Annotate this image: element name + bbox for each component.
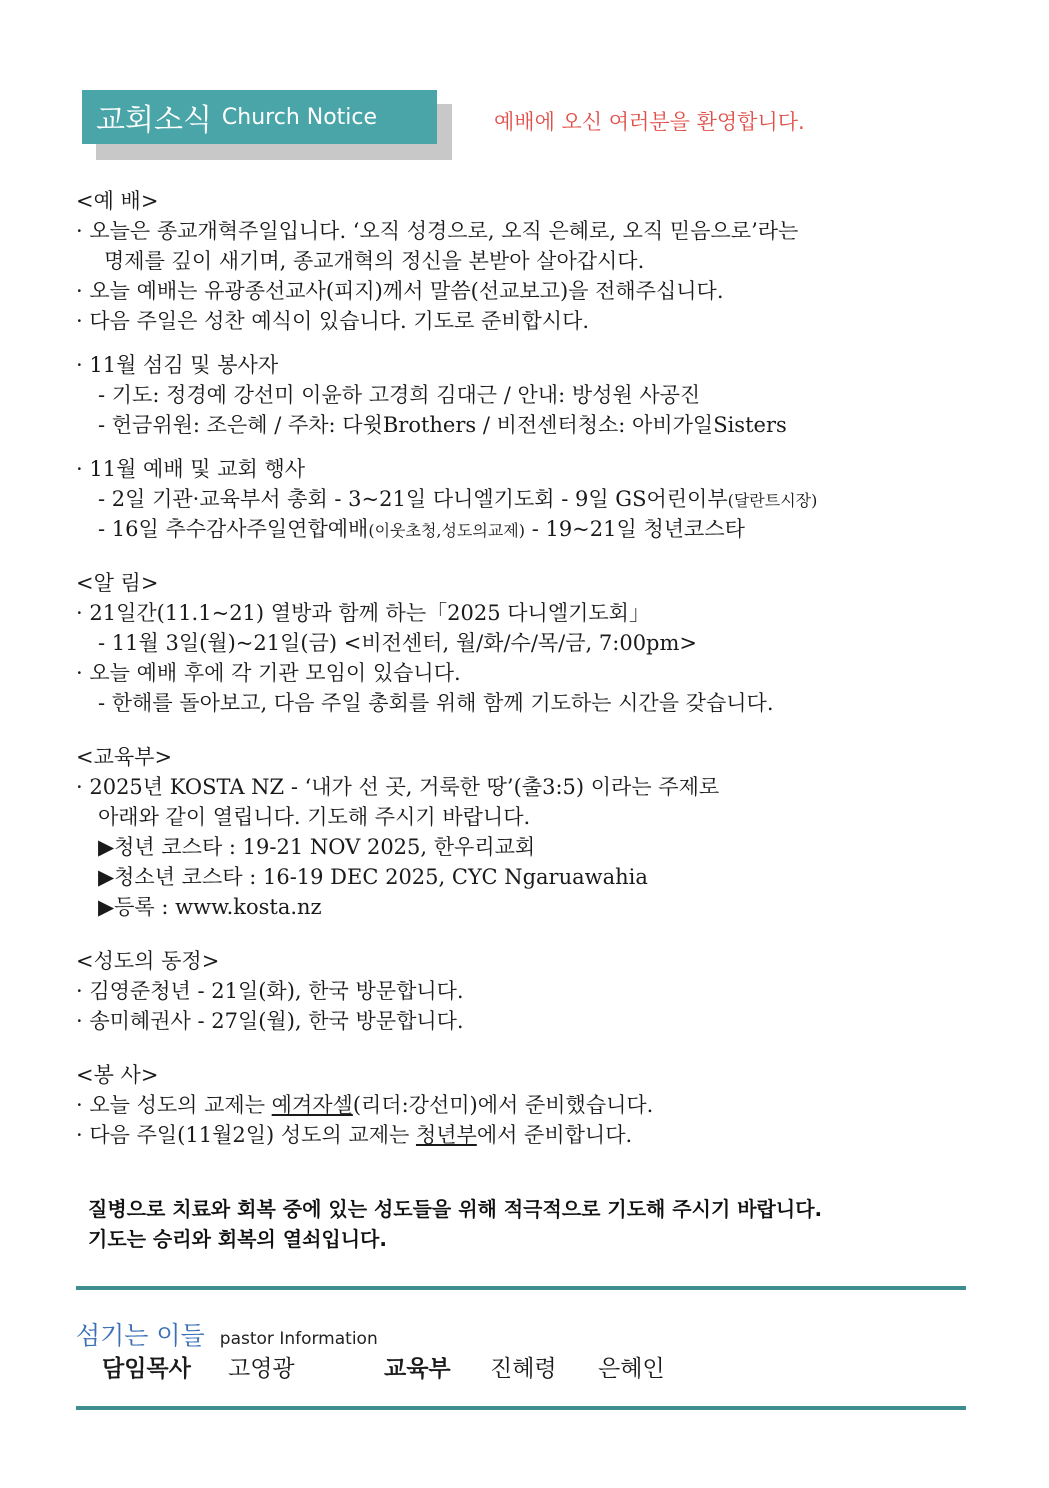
- header-title-ko: 교회소식: [96, 103, 212, 138]
- notice-line: - 11월 3일(월)~21일(금) <비전센터, 월/화/수/목/금, 7:00pm>: [98, 631, 698, 655]
- education-heading: <교육부>: [76, 745, 173, 769]
- education-line: · 2025년 KOSTA NZ - ‘내가 선 곳, 거룩한 땅’(출3:5) 이라는 주제로: [76, 775, 720, 799]
- members-line: · 김영준청년 - 21일(화), 한국 방문합니다.: [76, 979, 464, 1003]
- pastor-title: [76, 1316, 378, 1352]
- notice-heading: <알 림>: [76, 571, 159, 595]
- worship-line: · 오늘은 종교개혁주일입니다. ‘오직 성경으로, 오직 은혜로, 오직 믿음으로’라는: [76, 219, 799, 243]
- event-text: - 16일 추수감사주일연합예배: [98, 517, 369, 541]
- notice-content: [76, 186, 976, 1150]
- event-line: [76, 514, 976, 544]
- event-text: - 2일 기관·교육부서 총회 - 3~21일 다니엘기도회 - 9일 GS어린이부: [98, 487, 728, 511]
- senior-pastor-label: 담임목사: [102, 1356, 191, 1382]
- header-title-box: [82, 90, 437, 144]
- education-line: ▶등록 : www.kosta.nz: [98, 895, 322, 919]
- service-text: · 오늘 성도의 교제는: [76, 1093, 272, 1117]
- service-group: 청년부: [415, 1123, 477, 1147]
- welcome-message: 예배에 오신 여러분을 환영합니다.: [494, 110, 805, 134]
- service-text: 에서 준비합니다.: [476, 1123, 633, 1147]
- education-line: 아래와 같이 열립니다. 기도해 주시기 바랍니다.: [98, 805, 531, 829]
- worship-line: · 오늘 예배는 유광종선교사(피지)께서 말씀(선교보고)을 전해주십니다.: [76, 279, 724, 303]
- serve-line: - 헌금위원: 조은혜 / 주차: 다윗Brothers / 비전센터청소: 아비가일Sisters: [98, 413, 787, 437]
- education-line: ▶청년 코스타 : 19-21 NOV 2025, 한우리교회: [98, 835, 536, 859]
- service-line: [76, 1120, 976, 1150]
- service-line: [76, 1090, 976, 1120]
- service-heading: <봉 사>: [76, 1063, 159, 1087]
- event-line: [76, 484, 976, 514]
- worship-line: 명제를 깊이 새기며, 종교개혁의 정신을 본받아 살아갑시다.: [104, 249, 645, 273]
- serve-heading: · 11월 섬김 및 봉사자: [76, 353, 279, 377]
- serve-line: - 기도: 정경예 강선미 이윤하 고경희 김대근 / 안내: 방성원 사공진: [98, 383, 701, 407]
- divider-top: [76, 1286, 966, 1290]
- worship-heading: <예 배>: [76, 189, 159, 213]
- events-heading: · 11월 예배 및 교회 행사: [76, 457, 306, 481]
- worship-line: · 다음 주일은 성찬 예식이 있습니다. 기도로 준비합시다.: [76, 309, 590, 333]
- education-pastor-name: 진혜령: [490, 1356, 557, 1382]
- service-text: · 다음 주일(11월2일) 성도의 교제는: [76, 1123, 416, 1147]
- senior-pastor-name: 고영광: [228, 1356, 295, 1382]
- pastor-title-en: pastor Information: [219, 1329, 378, 1349]
- notice-line: - 한해를 돌아보고, 다음 주일 총회를 위해 함께 기도하는 시간을 갖습니다.: [98, 691, 774, 715]
- notice-line: · 21일간(11.1~21) 열방과 함께 하는「2025 다니엘기도회」: [76, 601, 650, 625]
- service-cell: 예겨자셀: [271, 1093, 353, 1117]
- event-note: (달란트시장): [727, 491, 818, 510]
- pastor-title-ko: 섬기는 이들: [76, 1321, 205, 1350]
- members-heading: <성도의 동정>: [76, 949, 220, 973]
- service-text: (리더:강선미)에서 준비했습니다.: [352, 1093, 654, 1117]
- prayer-line: 질병으로 치료와 회복 중에 있는 성도들을 위해 적극적으로 기도해 주시기 바랍니다.: [88, 1197, 823, 1221]
- members-line: · 송미혜권사 - 27일(월), 한국 방문합니다.: [76, 1009, 464, 1033]
- prayer-line: 기도는 승리와 회복의 열쇠입니다.: [88, 1227, 387, 1251]
- education-pastor-name: 은혜인: [598, 1356, 665, 1382]
- header-title-en: Church Notice: [221, 104, 378, 130]
- notice-line: · 오늘 예배 후에 각 기관 모임이 있습니다.: [76, 661, 461, 685]
- education-line: ▶청소년 코스타 : 16-19 DEC 2025, CYC Ngaruawahia: [98, 865, 648, 889]
- event-text: - 19~21일 청년코스타: [525, 517, 745, 541]
- event-note: (이웃초청,성도의교제): [368, 521, 526, 540]
- divider-bottom: [76, 1406, 966, 1410]
- prayer-request: [88, 1194, 822, 1254]
- education-label: 교육부: [384, 1356, 451, 1382]
